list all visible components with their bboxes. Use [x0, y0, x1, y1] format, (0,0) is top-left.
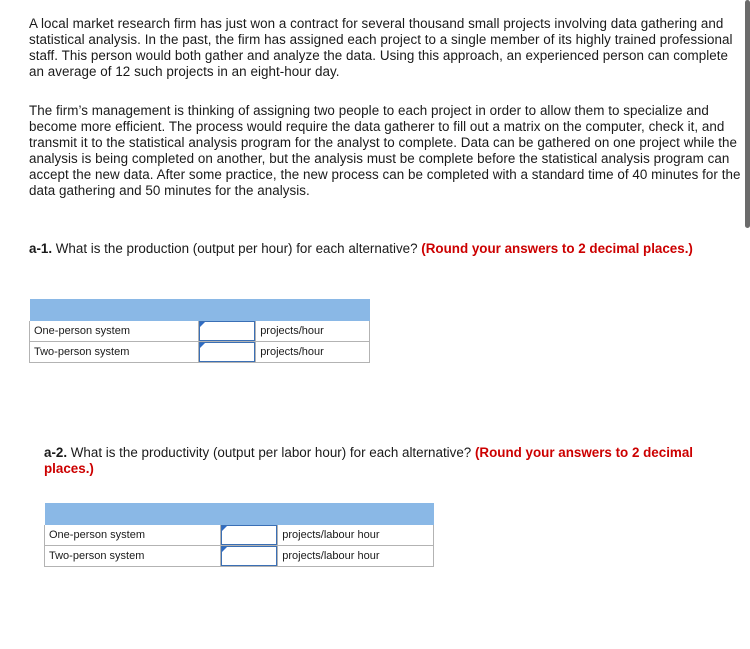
- answer-cell: [221, 525, 278, 546]
- table-row: [30, 321, 370, 342]
- question-a2-number: a-2.: [44, 445, 68, 460]
- answer-table-a1: [29, 299, 370, 363]
- question-a2-rounding-note: (Round your answers to 2 decimal places.): [44, 445, 693, 476]
- question-a1: [29, 241, 719, 257]
- answer-cell: [199, 321, 256, 342]
- question-a2: [44, 445, 734, 477]
- row-label-one-person: One-person system: [45, 525, 221, 546]
- answer-table-a2: [44, 503, 434, 567]
- table-row: [45, 525, 434, 546]
- answer-input-a1-one-person[interactable]: [199, 321, 255, 341]
- question-a1-text: What is the production (output per hour) for each alternative?: [52, 241, 422, 256]
- answer-input-a2-two-person[interactable]: [221, 546, 277, 566]
- row-label-one-person: One-person system: [30, 321, 199, 342]
- answer-cell: [199, 342, 256, 363]
- question-a2-text: What is the productivity (output per labor hour) for each alternative?: [67, 445, 475, 460]
- answer-table-header: [45, 503, 434, 525]
- scrollbar-thumb[interactable]: [745, 0, 750, 228]
- row-unit: projects/hour: [256, 342, 370, 363]
- row-unit: projects/labour hour: [278, 546, 434, 567]
- question-a1-rounding-note: (Round your answers to 2 decimal places.): [421, 241, 693, 256]
- row-unit: projects/labour hour: [278, 525, 434, 546]
- row-label-two-person: Two-person system: [45, 546, 221, 567]
- answer-table-header: [30, 299, 370, 321]
- table-row: [45, 546, 434, 567]
- answer-input-a2-one-person[interactable]: [221, 525, 277, 545]
- answer-cell: [221, 546, 278, 567]
- row-label-two-person: Two-person system: [30, 342, 199, 363]
- answer-input-a1-two-person[interactable]: [199, 342, 255, 362]
- problem-paragraph-2: The firm’s management is thinking of assigning two people to each project in order to allow them to specialize and become more efficient. The process would require the data gatherer to fill out a matrix on the computer, check it, and transmit it to the statistical analysis program for the analyst to complete. Data can be gathered on one project while the analysis is being completed on another, but the analysis must be complete before the statistical analysis program can accept the new data. After some practice, the new process can be completed with a standard time of 40 minutes for the data gathering and 50 minutes for the analysis.: [29, 103, 741, 198]
- question-a1-number: a-1.: [29, 241, 53, 256]
- table-row: [30, 342, 370, 363]
- problem-paragraph-1: A local market research firm has just won a contract for several thousand small projects involving data gathering and statistical analysis. In the past, the firm has assigned each project to a single member of its highly trained professional staff. This person would both gather and analyze the data. Using this approach, an experienced person can complete an average of 12 such projects in an eight-hour day.: [29, 16, 733, 79]
- row-unit: projects/hour: [256, 321, 370, 342]
